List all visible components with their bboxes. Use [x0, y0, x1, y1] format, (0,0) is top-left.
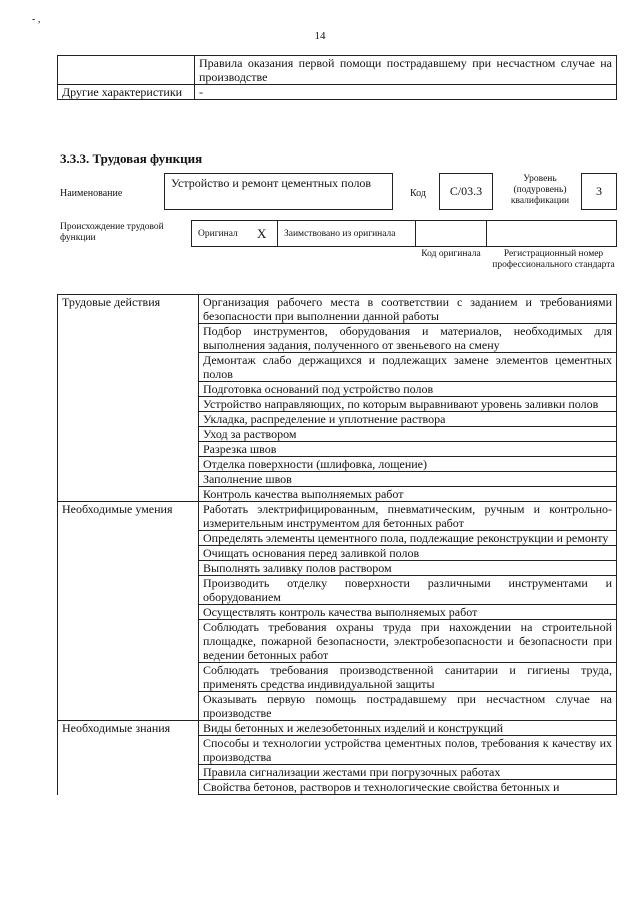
- list-item: Правила сигнализации жестами при погрузочных работах: [199, 765, 617, 780]
- reg-number-label: Регистрационный номер профессионального стандарта: [492, 249, 615, 270]
- group-label: Необходимые знания: [58, 721, 199, 736]
- table-row: [58, 502, 617, 531]
- table-row: [58, 620, 617, 663]
- list-item: Контроль качества выполняемых работ: [199, 487, 617, 502]
- table-row: [58, 663, 617, 692]
- row-value: -: [195, 85, 617, 100]
- table-row: [58, 442, 617, 457]
- list-item: Оказывать первую помощь пострадавшему при несчастном случае на производстве: [199, 692, 617, 721]
- code-label: Код: [410, 188, 426, 199]
- table-row: [58, 576, 617, 605]
- top-table: [57, 55, 617, 100]
- list-item: Способы и технологии устройства цементных полов, требования к качеству их производства: [199, 736, 617, 765]
- row-label: Другие характеристики: [58, 85, 195, 100]
- table-row: [58, 692, 617, 721]
- list-item: Свойства бетонов, растворов и технологические свойства бетонных и: [199, 780, 617, 795]
- divider: [486, 220, 487, 247]
- row-label: [58, 56, 195, 85]
- level-value: 3: [581, 173, 617, 210]
- list-item: Укладка, распределение и уплотнение раствора: [199, 412, 617, 427]
- group-label: [58, 442, 199, 457]
- group-label: [58, 692, 199, 721]
- table-row: [58, 736, 617, 765]
- list-item: Разрезка швов: [199, 442, 617, 457]
- code-original-label: Код оригинала: [421, 249, 481, 259]
- table-row: [58, 324, 617, 353]
- section-title: 3.3.3. Трудовая функция: [60, 151, 203, 166]
- group-label: [58, 427, 199, 442]
- row-value: Правила оказания первой помощи пострадавшему при несчастном случае на производстве: [195, 56, 617, 85]
- original-mark: X: [257, 226, 267, 241]
- corner-marks: - ,: [32, 14, 41, 25]
- group-label: Необходимые умения: [58, 502, 199, 531]
- group-label: [58, 472, 199, 487]
- table-row: [58, 427, 617, 442]
- list-item: Устройство направляющих, по которым выравнивают уровень заливки полов: [199, 397, 617, 412]
- table-row: [58, 56, 617, 85]
- list-item: Демонтаж слабо держащихся и подлежащих замене элементов цементных полов: [199, 353, 617, 382]
- list-item: Подготовка оснований под устройство полов: [199, 382, 617, 397]
- name-label: Наименование: [60, 188, 123, 199]
- level-label: Уровень (подуровень) квалификации: [510, 174, 570, 206]
- group-label: [58, 457, 199, 472]
- group-label: [58, 546, 199, 561]
- table-row: [58, 531, 617, 546]
- list-item: Отделка поверхности (шлифовка, лощение): [199, 457, 617, 472]
- list-item: Организация рабочего места в соответствии с заданием и требованиями безопасности при выполнении данной работы: [199, 295, 617, 324]
- table-row: [58, 780, 617, 795]
- table-row: [58, 765, 617, 780]
- list-item: Производить отделку поверхности различными инструментами и оборудованием: [199, 576, 617, 605]
- origin-label: Происхождение трудовой функции: [60, 222, 164, 243]
- divider: [277, 220, 278, 247]
- borrowed-label: Заимствовано из оригинала: [284, 229, 396, 239]
- list-item: Работать электрифицированным, пневматическим, ручным и контрольно-измерительным инструментом для бетонных работ: [199, 502, 617, 531]
- group-label: [58, 412, 199, 427]
- group-label: [58, 576, 199, 605]
- group-label: [58, 531, 199, 546]
- group-label: [58, 561, 199, 576]
- group-label: [58, 663, 199, 692]
- group-label: [58, 780, 199, 795]
- table-row: [58, 546, 617, 561]
- group-label: [58, 397, 199, 412]
- group-label: [58, 605, 199, 620]
- list-item: Соблюдать требования производственной санитарии и гигиены труда, применять средства индивидуальной защиты: [199, 663, 617, 692]
- list-item: Заполнение швов: [199, 472, 617, 487]
- table-row: [58, 85, 617, 100]
- table-row: [58, 412, 617, 427]
- group-label: [58, 487, 199, 502]
- list-item: Соблюдать требования охраны труда при нахождении на строительной площадке, пожарной безопасности, электробезопасности и безопасности при ведении бетонных работ: [199, 620, 617, 663]
- table-row: [58, 721, 617, 736]
- table-row: [58, 487, 617, 502]
- table-row: [58, 605, 617, 620]
- function-name: Устройство и ремонт цементных полов: [164, 173, 393, 210]
- group-label: Трудовые действия: [58, 295, 199, 324]
- table-row: [58, 295, 617, 324]
- page-number: 14: [314, 30, 326, 42]
- group-label: [58, 765, 199, 780]
- table-row: [58, 353, 617, 382]
- group-label: [58, 736, 199, 765]
- group-label: [58, 324, 199, 353]
- list-item: Уход за раствором: [199, 427, 617, 442]
- list-item: Подбор инструментов, оборудования и материалов, необходимых для выполнения задания, полученного от звеньевого на смену: [199, 324, 617, 353]
- table-row: [58, 472, 617, 487]
- original-label: Оригинал: [198, 229, 238, 239]
- list-item: Осуществлять контроль качества выполняемых работ: [199, 605, 617, 620]
- list-item: Выполнять заливку полов раствором: [199, 561, 617, 576]
- table-row: [58, 561, 617, 576]
- group-label: [58, 353, 199, 382]
- group-label: [58, 620, 199, 663]
- divider: [415, 220, 416, 247]
- table-row: [58, 457, 617, 472]
- origin-box: [191, 220, 617, 247]
- main-table: [57, 294, 617, 795]
- table-row: [58, 397, 617, 412]
- list-item: Определять элементы цементного пола, подлежащие реконструкции и ремонту: [199, 531, 617, 546]
- table-row: [58, 382, 617, 397]
- group-label: [58, 382, 199, 397]
- function-code: С/03.3: [439, 173, 493, 210]
- list-item: Виды бетонных и железобетонных изделий и конструкций: [199, 721, 617, 736]
- list-item: Очищать основания перед заливкой полов: [199, 546, 617, 561]
